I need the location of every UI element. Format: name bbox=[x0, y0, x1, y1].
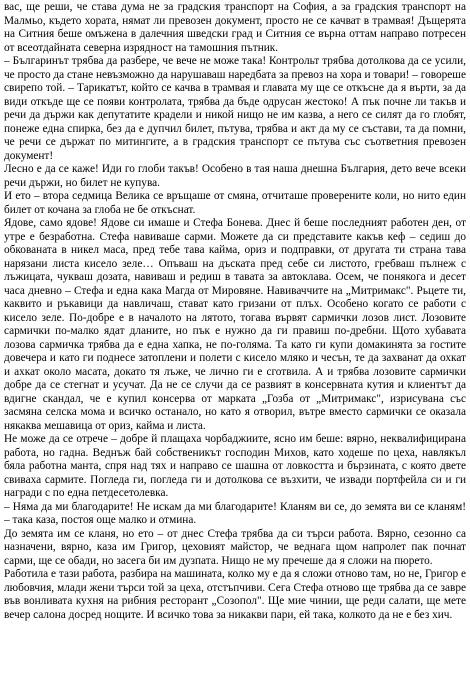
paragraph-1: вас, ще реши, че става дума не за градския транспорт на София, а за градския транспорт на Малмьо, където хората, нямат ли превозен документ, просто не се качват в трамвая! Дъщерята на Ситния беше омъжена в далечния шведски град и Ситния се върна оттам направо потресен от всеотдайната северна изрядност на тамошния пътник. bbox=[4, 1, 466, 54]
paragraph-6: Не може да се отрече – добре й плащаха чорбаджиите, ясно им беше: вярно, неквалифицирана работа, но гадна. Веднъж бай собственикът господин Михов, като ходеше по цеха, навлякъл бяла работна манта, спря над тях и направо се шашна от ловкостта и бързината, с която двете свиваха сармите. Погледа ги, погледа ги и дотолкова се възхити, че извади портфейла си и ги награди с по една петдесетолевка. bbox=[4, 433, 466, 499]
paragraph-5: Ядове, само ядове! Ядове си имаше и Стефа Бонева. Днес й беше последният работен ден, от утре е безработна. Стефа навиваше сарми. Можете да си представите какъв кеф – седиш до обкованата в никел маса, пред тебе тава кайма, ориз и подправки, от другата ти страна тава нарязани листа кисело зеле… Опъваш на дъската пред себе си листото, гребваш пълнеж с лъжицата, чукваш дозата, навиваш и редиш в тавата за автоклава. Осем, че понякога и десет часа дневно – Стефа и една кака Магда от Мировяне. Навиваччите на „Митримакс". Рьцете ти, каквито и ръкавици да навличаш, стават като гризани от плъх. Особено когато се работи с кисело зеле. По-добре е в началото на лятото, тогава вървят сармички лозов лист. Лозовите сармички по-малко ядат дланите, но пък е нужно да ги правиш по-дребни. Щото хубавата лозова сармичка трябва да е една хапка, не по-голяма. Та като ги купи домакинята за гостите довечера и като ги поднесе затоплени и полети с кисело мляко и чесън, те да захванат да охкат и ахкат около масата, докато тя лъже, че лично ги е сготвила. А и трябва лозовите сармички добре да се стегнат и усучат. Да не се случи да се развият в консервната кутия и клиентът да вдигне скандал, че е купил консерва от марката „Гозба от „Митримакс", изрисувана със засмяна селска мома и всичко останало, но като я отворил, вътре вместо сармички се оказала някаква мешавица от ориз, кайма и листа. bbox=[4, 217, 466, 432]
paragraph-2: – Българинът трябва да разбере, че вече не може така! Контрольт трябва дотолкова да се усили, че просто да стане невъзможно да нарушаваш наредбата за превоз на хора и товари! – говореше свирепо той. – Тарикатът, който се качва в трамвая и главата му ще се откъсне да я върти, за да види откъде ще се появи контролата, трябва да бъде одрусан жестоко! А пък почне ли такъв и речи да държи как депутатите крадели и никой нищо не им казва, а него се силят да го глобят, понеже една спирка, без да е дупчил билет, пътува, трябва и акт да му се състави, та да помни, че речи се държат по митингите, а в градския транспорт се пътува със съответния превозен документ! bbox=[4, 55, 466, 162]
paragraph-3: Лесно е да се каже! Иди го глоби такъв! Особено в тая наша днешна България, дето вече всеки речи държи, но билет не купува. bbox=[4, 163, 466, 189]
paragraph-9: Работила е тази работа, разбира на машината, колко му е да я сложи отново там, но не, Григор е любовчия, млади жени търси той за цеха, отстъпчиви. Сега Стефа отново ще трябва да се завре във вонливата кухня на рибния ресторант „Созопол". Ще мие чинии, ще реди салати, ще мете вечер салона досред нощите. И всичко това за никакви пари, ей така, колкото да не е без хич. bbox=[4, 568, 466, 621]
paragraph-4: И ето – втора седмица Велика се връщаше от смяна, отчиташе проверените коли, но нито един билет от кочана за глоба не бе откъснат. bbox=[4, 190, 466, 216]
paragraph-8: До земята им се кланя, но ето – от днес Стефа трябва да си търси работа. Вярно, сезонно са назначени, вярно, каза им Григор, цеховият майстор, че веднага щом напролет пак почнат сарми, ще се обади, но засега би им дузпата. Нищо не му пречеше да я сложи на пюрето. bbox=[4, 527, 466, 567]
paragraph-7: – Няма да ми благодарите! Не искам да ми благодарите! Кланям ви се, до земята ви се кланям! – така каза, постоя още малко и отмина. bbox=[4, 500, 466, 526]
document-page bbox=[4, 0, 466, 681]
